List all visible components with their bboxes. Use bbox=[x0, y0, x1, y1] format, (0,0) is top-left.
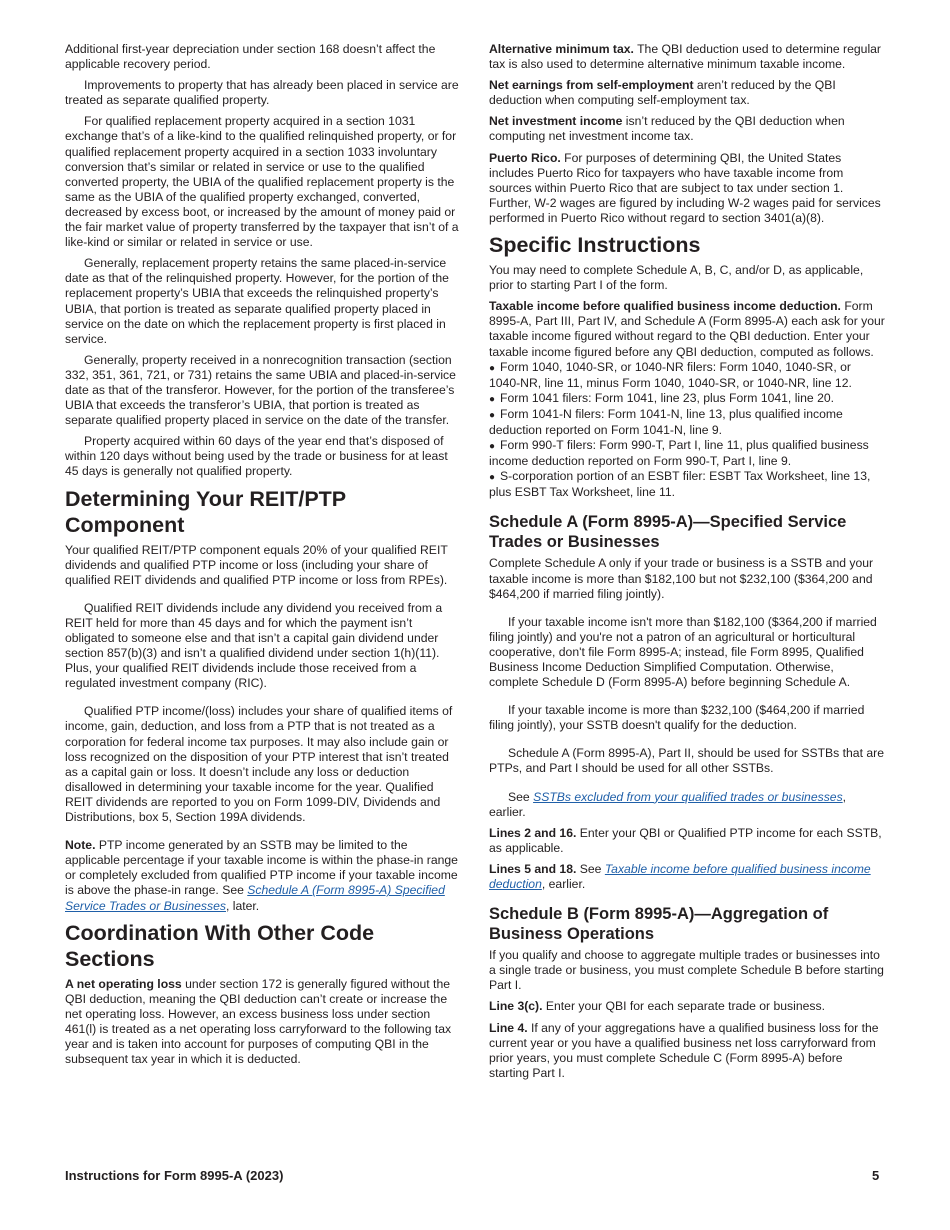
bullet-icon: ● bbox=[489, 362, 496, 374]
paragraph-reit-component: Your qualified REIT/PTP component equals 20% of your qualified REIT dividends and qualified PTP income or loss (including your share of qualified REIT dividends and qualified PTP income or loss from RPEs). bbox=[65, 542, 448, 587]
paragraph-schedule-a-more: If your taxable income is more than $232,100 ($464,200 if married filing jointly), your SSTB doesn't qualify for the deduction. bbox=[489, 703, 865, 733]
pr-label: Puerto Rico. bbox=[489, 150, 561, 165]
list-item bbox=[489, 360, 885, 391]
note-label: Note. bbox=[65, 838, 96, 853]
nii-text: isn’t reduced by the QBI deduction when computing net investment income tax. bbox=[489, 114, 845, 144]
list-item bbox=[489, 391, 885, 407]
paragraph-lines-2-16 bbox=[489, 826, 885, 856]
paragraph-taxable-income bbox=[489, 299, 885, 359]
paragraph-60-days: Property acquired within 60 days of the year end that’s disposed of within 120 days without being used by the trade or business for at least 45 days is generally not qualified property. bbox=[65, 434, 448, 479]
paragraph-schedule-a-part-ii: Schedule A (Form 8995-A), Part II, should be used for SSTBs that are PTPs, and Part I should be used for all other SSTBs. bbox=[489, 746, 884, 776]
heading-schedule-a: Schedule A (Form 8995-A)—Specified Service Trades or Businesses bbox=[489, 513, 847, 552]
sstbs-excluded-link[interactable]: SSTBs excluded from your qualified trades or businesses bbox=[533, 789, 843, 804]
paragraph-schedule-a-intro: Complete Schedule A only if your trade or business is a SSTB and your taxable income is more than $182,100 but not $232,100 ($364,200 and $464,200 if married filing jointly). bbox=[489, 556, 874, 601]
list-item-text: S-corporation portion of an ESBT filer: ESBT Tax Worksheet, line 13, plus ESBT Tax Worksheet, line 11. bbox=[489, 469, 871, 500]
paragraph-nonrecognition: Generally, property received in a nonrecognition transaction (section 332, 351, 361, 721, or 731) retains the same UBIA and placed-in-service date as that of the transferor. However, for the portion of the transferee’s UBIA that exceeds the transferor’s UBIA, that portion is treated as separate qualified property placed in service on the date of the transfer. bbox=[65, 352, 456, 428]
lines-5-18-end: , earlier. bbox=[541, 877, 586, 892]
sa-end-text: , earlier. bbox=[489, 789, 847, 819]
list-item-text: Form 1040, 1040-SR, or 1040-NR filers: Form 1040, 1040-SR, or 1040-NR, line 11, minus Form 1040, 1040-SR, or 1040-NR, line 12. bbox=[489, 359, 852, 390]
ti-label: Taxable income before qualified business income deduction. bbox=[489, 299, 841, 314]
paragraph-schedule-b-intro: If you qualify and choose to aggregate multiple trades or businesses into a single trade or business, you must complete Schedule B before starting Part I. bbox=[489, 948, 884, 993]
line-4-text: If any of your aggregations have a qualified business loss for the current year or you have a qualified business net loss carryforward from prior years, you must complete Schedule C (Form 8995-A) before starting Part I. bbox=[489, 1020, 879, 1080]
paragraph-lines-5-18 bbox=[489, 862, 885, 892]
right-column bbox=[489, 42, 885, 1087]
heading-schedule-b: Schedule B (Form 8995-A)—Aggregation of Business Operations bbox=[489, 905, 829, 944]
nese-text: aren’t reduced by the QBI deduction when computing self-employment tax. bbox=[489, 78, 836, 108]
list-item bbox=[489, 407, 885, 438]
heading-coordination: Coordination With Other Code Sections bbox=[65, 920, 375, 971]
line-3c-text: Enter your QBI for each separate trade or business. bbox=[542, 999, 825, 1014]
amt-text: The QBI deduction used to determine regular tax is also used to determine alternative minimum taxable income. bbox=[489, 42, 881, 72]
paragraph-replacement-property: For qualified replacement property acquired in a section 1031 exchange that’s of a like-kind to the qualified relinquished property, or for qualified replacement property acquired in a section 1033 involuntary conversion that’s similar or related in service or use to the qualified converted property, the UBIA of the qualified replacement property is the same as the UBIA of the qualified property exchanged, converted, decreased by excess boot, or increased by the amount of money paid or the fair market value of property transferred by the taxpayer that isn’t of a like-kind or similar or related in service or use. bbox=[65, 114, 459, 250]
paragraph-line-4 bbox=[489, 1021, 885, 1081]
paragraph-qualified-ptp-income: Qualified PTP income/(loss) includes your share of qualified items of income, gain, deduction, and loss from a PTP that is not treated as a corporation for federal income tax purposes. It may also include gain or loss recognized on the disposition of your PTP interest that isn’t treated as a capital gain or loss. It doesn’t include any loss or deduction disallowed in determining your taxable income for the year. Qualified REIT dividends are reported to you on Form 1099-DIV, Dividends and Distributions, box 5, Section 199A dividends. bbox=[65, 704, 453, 825]
line-4-label: Line 4. bbox=[489, 1020, 528, 1035]
left-column bbox=[65, 42, 461, 1073]
amt-label: Alternative minimum tax. bbox=[489, 42, 634, 56]
page-number: 5 bbox=[872, 1168, 880, 1183]
nol-text: under section 172 is generally figured without the QBI deduction, meaning the QBI deduction can’t create or increase the net operating loss. However, an excess business loss under section 461(l) is treated as a net operating loss carryforward to the following tax year and is taken into account for purposes of computing QBI in the subsequent tax year in which it is deducted. bbox=[65, 976, 452, 1067]
heading-specific-instructions: Specific Instructions bbox=[489, 233, 701, 258]
ti-text: Form 8995-A, Part III, Part IV, and Schedule A (Form 8995-A) each ask for your taxable income figured without regard to the QBI deduction. Enter your taxable income figured before any QBI deduction, computed as follows. bbox=[489, 299, 885, 359]
list-item-text: Form 1041 filers: Form 1041, line 23, plus Form 1041, line 20. bbox=[500, 390, 835, 405]
paragraph-puerto-rico bbox=[489, 151, 885, 226]
footer-title: Instructions for Form 8995-A (2023) bbox=[65, 1168, 284, 1183]
note-text: PTP income generated by an SSTB may be limited to the applicable percentage if your taxable income is within the phase-in range or completely excluded from qualified PTP income if your taxable income is above the phase-in range. See bbox=[65, 838, 458, 898]
paragraph-net-investment-income bbox=[489, 114, 885, 144]
bullet-icon: ● bbox=[489, 393, 496, 405]
list-item-text: Form 990-T filers: Form 990-T, Part I, line 11, plus qualified business income deduction reported on Form 990-T, Part I, line 9. bbox=[489, 438, 869, 469]
lines-2-16-label: Lines 2 and 16. bbox=[489, 825, 577, 840]
sa-see-text: See bbox=[508, 789, 534, 804]
taxable-income-link[interactable]: Taxable income before qualified business income deduction bbox=[489, 861, 871, 892]
paragraph-net-operating-loss bbox=[65, 977, 461, 1068]
list-item-text: Form 1041-N filers: Form 1041-N, line 13, plus qualified income deduction reported on Form 1041-N, line 9. bbox=[489, 406, 843, 437]
bullet-icon: ● bbox=[489, 441, 496, 453]
paragraph-self-employment bbox=[489, 78, 885, 108]
nii-label: Net investment income bbox=[489, 114, 623, 129]
paragraph-placed-in-service: Generally, replacement property retains the same placed-in-service date as that of the relinquished property. However, for the portion of the replacement property’s UBIA that exceeds the relinquished property’s UBIA, that portion is treated as separate qualified property placed in service on the date on which the replacement property is first placed in service. bbox=[65, 256, 449, 346]
pr-text: For purposes of determining QBI, the United States includes Puerto Rico for taxpayers who have taxable income from sources within Puerto Rico that are subject to tax under section 1. Further, W-2 wages are figured by including W-2 wages paid for services performed in Puerto Rico without regard to section 3401(a)(8). bbox=[489, 150, 881, 225]
paragraph-schedule-a-not-more: If your taxable income isn't more than $182,100 ($364,200 if married filing jointly) and you're not a patron of an agricultural or horticultural cooperative, don't file Form 8995-A; instead, file Form 8995, Qualified Business Income Deduction Simplified Computation. Otherwise, complete Schedule D (Form 8995-A) before beginning Schedule A. bbox=[489, 614, 877, 690]
bullet-icon: ● bbox=[489, 409, 496, 421]
paragraph-first-year-depreciation: Additional first-year depreciation under section 168 doesn’t affect the applicable recovery period. bbox=[65, 42, 436, 72]
list-item bbox=[489, 469, 885, 500]
note-paragraph bbox=[65, 838, 461, 913]
paragraph-improvements: Improvements to property that has already been placed in service are treated as separate qualified property. bbox=[65, 78, 459, 108]
paragraph-amt bbox=[489, 42, 885, 72]
heading-reit-ptp: Determining Your REIT/PTP Component bbox=[65, 486, 346, 537]
nol-label: A net operating loss bbox=[65, 976, 182, 991]
lines-5-18-see: See bbox=[576, 861, 605, 876]
paragraph-line-3c bbox=[489, 999, 885, 1014]
bullet-icon: ● bbox=[489, 472, 496, 484]
line-3c-label: Line 3(c). bbox=[489, 999, 543, 1014]
lines-5-18-label: Lines 5 and 18. bbox=[489, 861, 577, 876]
paragraph-qualified-reit-dividends: Qualified REIT dividends include any dividend you received from a REIT held for more than 45 days and for which the payment isn’t obligated to someone else and that isn’t a capital gain dividend under section 857(b)(3) and isn’t a qualified dividend under section 1(h)(11). Plus, your qualified REIT dividends include those received from a regulated investment company (RIC). bbox=[65, 600, 443, 691]
list-item bbox=[489, 438, 885, 469]
paragraph-schedule-a-see bbox=[489, 790, 885, 820]
paragraph-specific-intro: You may need to complete Schedule A, B, C, and/or D, as applicable, prior to starting Part I of the form. bbox=[489, 263, 864, 293]
bullet-list bbox=[489, 360, 885, 501]
nese-label: Net earnings from self-employment bbox=[489, 78, 694, 93]
note-end: , later. bbox=[225, 898, 260, 913]
schedule-a-link[interactable]: Schedule A (Form 8995-A) Specified Service Trades or Businesses bbox=[65, 883, 445, 913]
lines-2-16-text: Enter your QBI or Qualified PTP income for each SSTB, as applicable. bbox=[489, 825, 882, 855]
